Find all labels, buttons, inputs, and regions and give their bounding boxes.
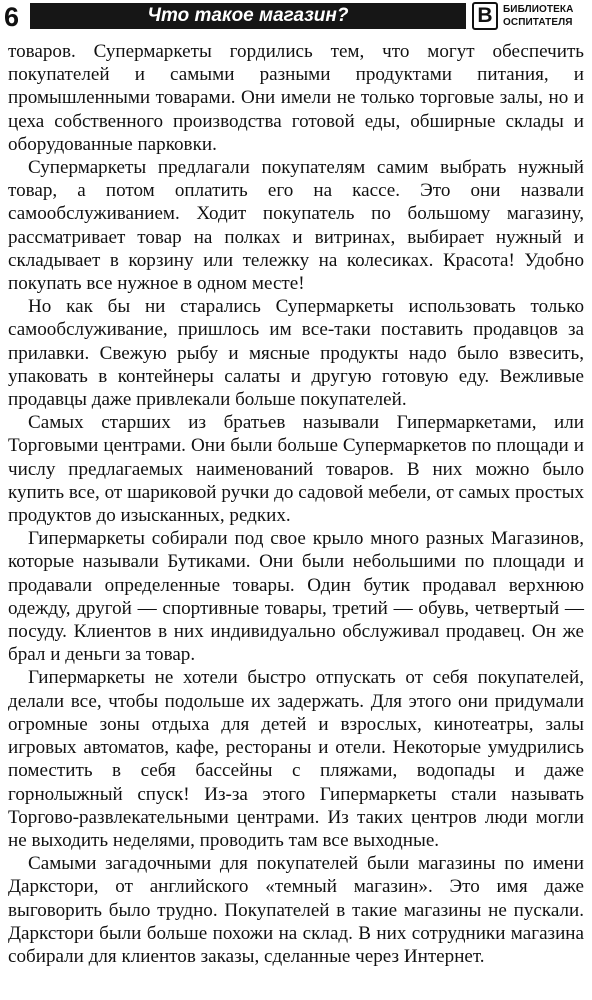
logo-letter-icon: В (472, 2, 498, 30)
paragraph: Самых старших из братьев называли Гипермаркетами, или Торговыми центрами. Они были больше Супермаркетов по площади и числу предлагаемых наименований товаров. В них можно было купить все, от шариковой ручки до садовой мебели, от самых простых продуктов до изысканных, редких. (8, 412, 584, 527)
logo-text-line-1: БИБЛИОТЕКА (503, 4, 574, 15)
chapter-title: Что такое магазин? (147, 5, 349, 26)
body-text (8, 40, 584, 968)
paragraph: товаров. Супермаркеты гордились тем, что могут обеспечить покупателей и самыми разными продуктами питания, и промышленными товарами. Они имели не только торговые залы, но и цеха собственного производства готовой еды, обширные склады и оборудованные парковки. (8, 41, 584, 155)
page-number: 6 (4, 2, 20, 32)
running-header-bar (30, 3, 466, 29)
series-logo (472, 2, 590, 32)
paragraph: Гипермаркеты не хотели быстро отпускать от себя покупателей, делали все, чтобы подольше их задержать. Для этого они придумали огромные зоны отдыха для детей и взрослых, кинотеатры, залы игровых автоматов, кафе, рестораны и отели. Некоторые умудрились поместить в себя бассейны с пляжами, водопады и даже горнолыжный спуск! Из-за этого Гипермаркеты стали называть Торгово-развлекательными центрами. Из таких центров люди могли не выходить неделями, проводить там все выходные. (8, 667, 584, 851)
logo-text-line-2: ОСПИТАТЕЛЯ (503, 17, 573, 28)
paragraph: Но как бы ни старались Супермаркеты использовать только самообслуживание, пришлось им все-таки поставить продавцов за прилавки. Свежую рыбу и мясные продукты надо было взвесить, упаковать в контейнеры салаты и другую готовую еду. Вежливые продавцы даже привлекали больше покупателей. (8, 296, 584, 411)
paragraph: Супермаркеты предлагали покупателям самим выбрать нужный товар, а потом оплатить его на кассе. Это они назвали самообслуживанием. Ходит покупатель по большому магазину, рассматривает товар на полках и витринах, выбирает нужный и складывает в корзину или тележку на колесиках. Красота! Удобно покупать все нужное в одном месте! (8, 157, 584, 295)
paragraph: Самыми загадочными для покупателей были магазины по имени Даркстори, от английского «темный магазин». Это имя даже выговорить было трудно. Покупателей в такие магазины не пускали. Даркстори были больше похожи на склад. В них сотрудники магазина собирали для клиентов заказы, сделанные через Интернет. (8, 853, 584, 967)
paragraph: Гипермаркеты собирали под свое крыло много разных Магазинов, которые называли Бутиками. Они были небольшими по площади и продавали определенные товары. Один бутик продавал верхнюю одежду, другой — спортивные товары, третий — обувь, четвертый — посуду. Клиентов в них индивидуально обслуживал продавец. Он же брал и деньги за товар. (8, 528, 584, 666)
